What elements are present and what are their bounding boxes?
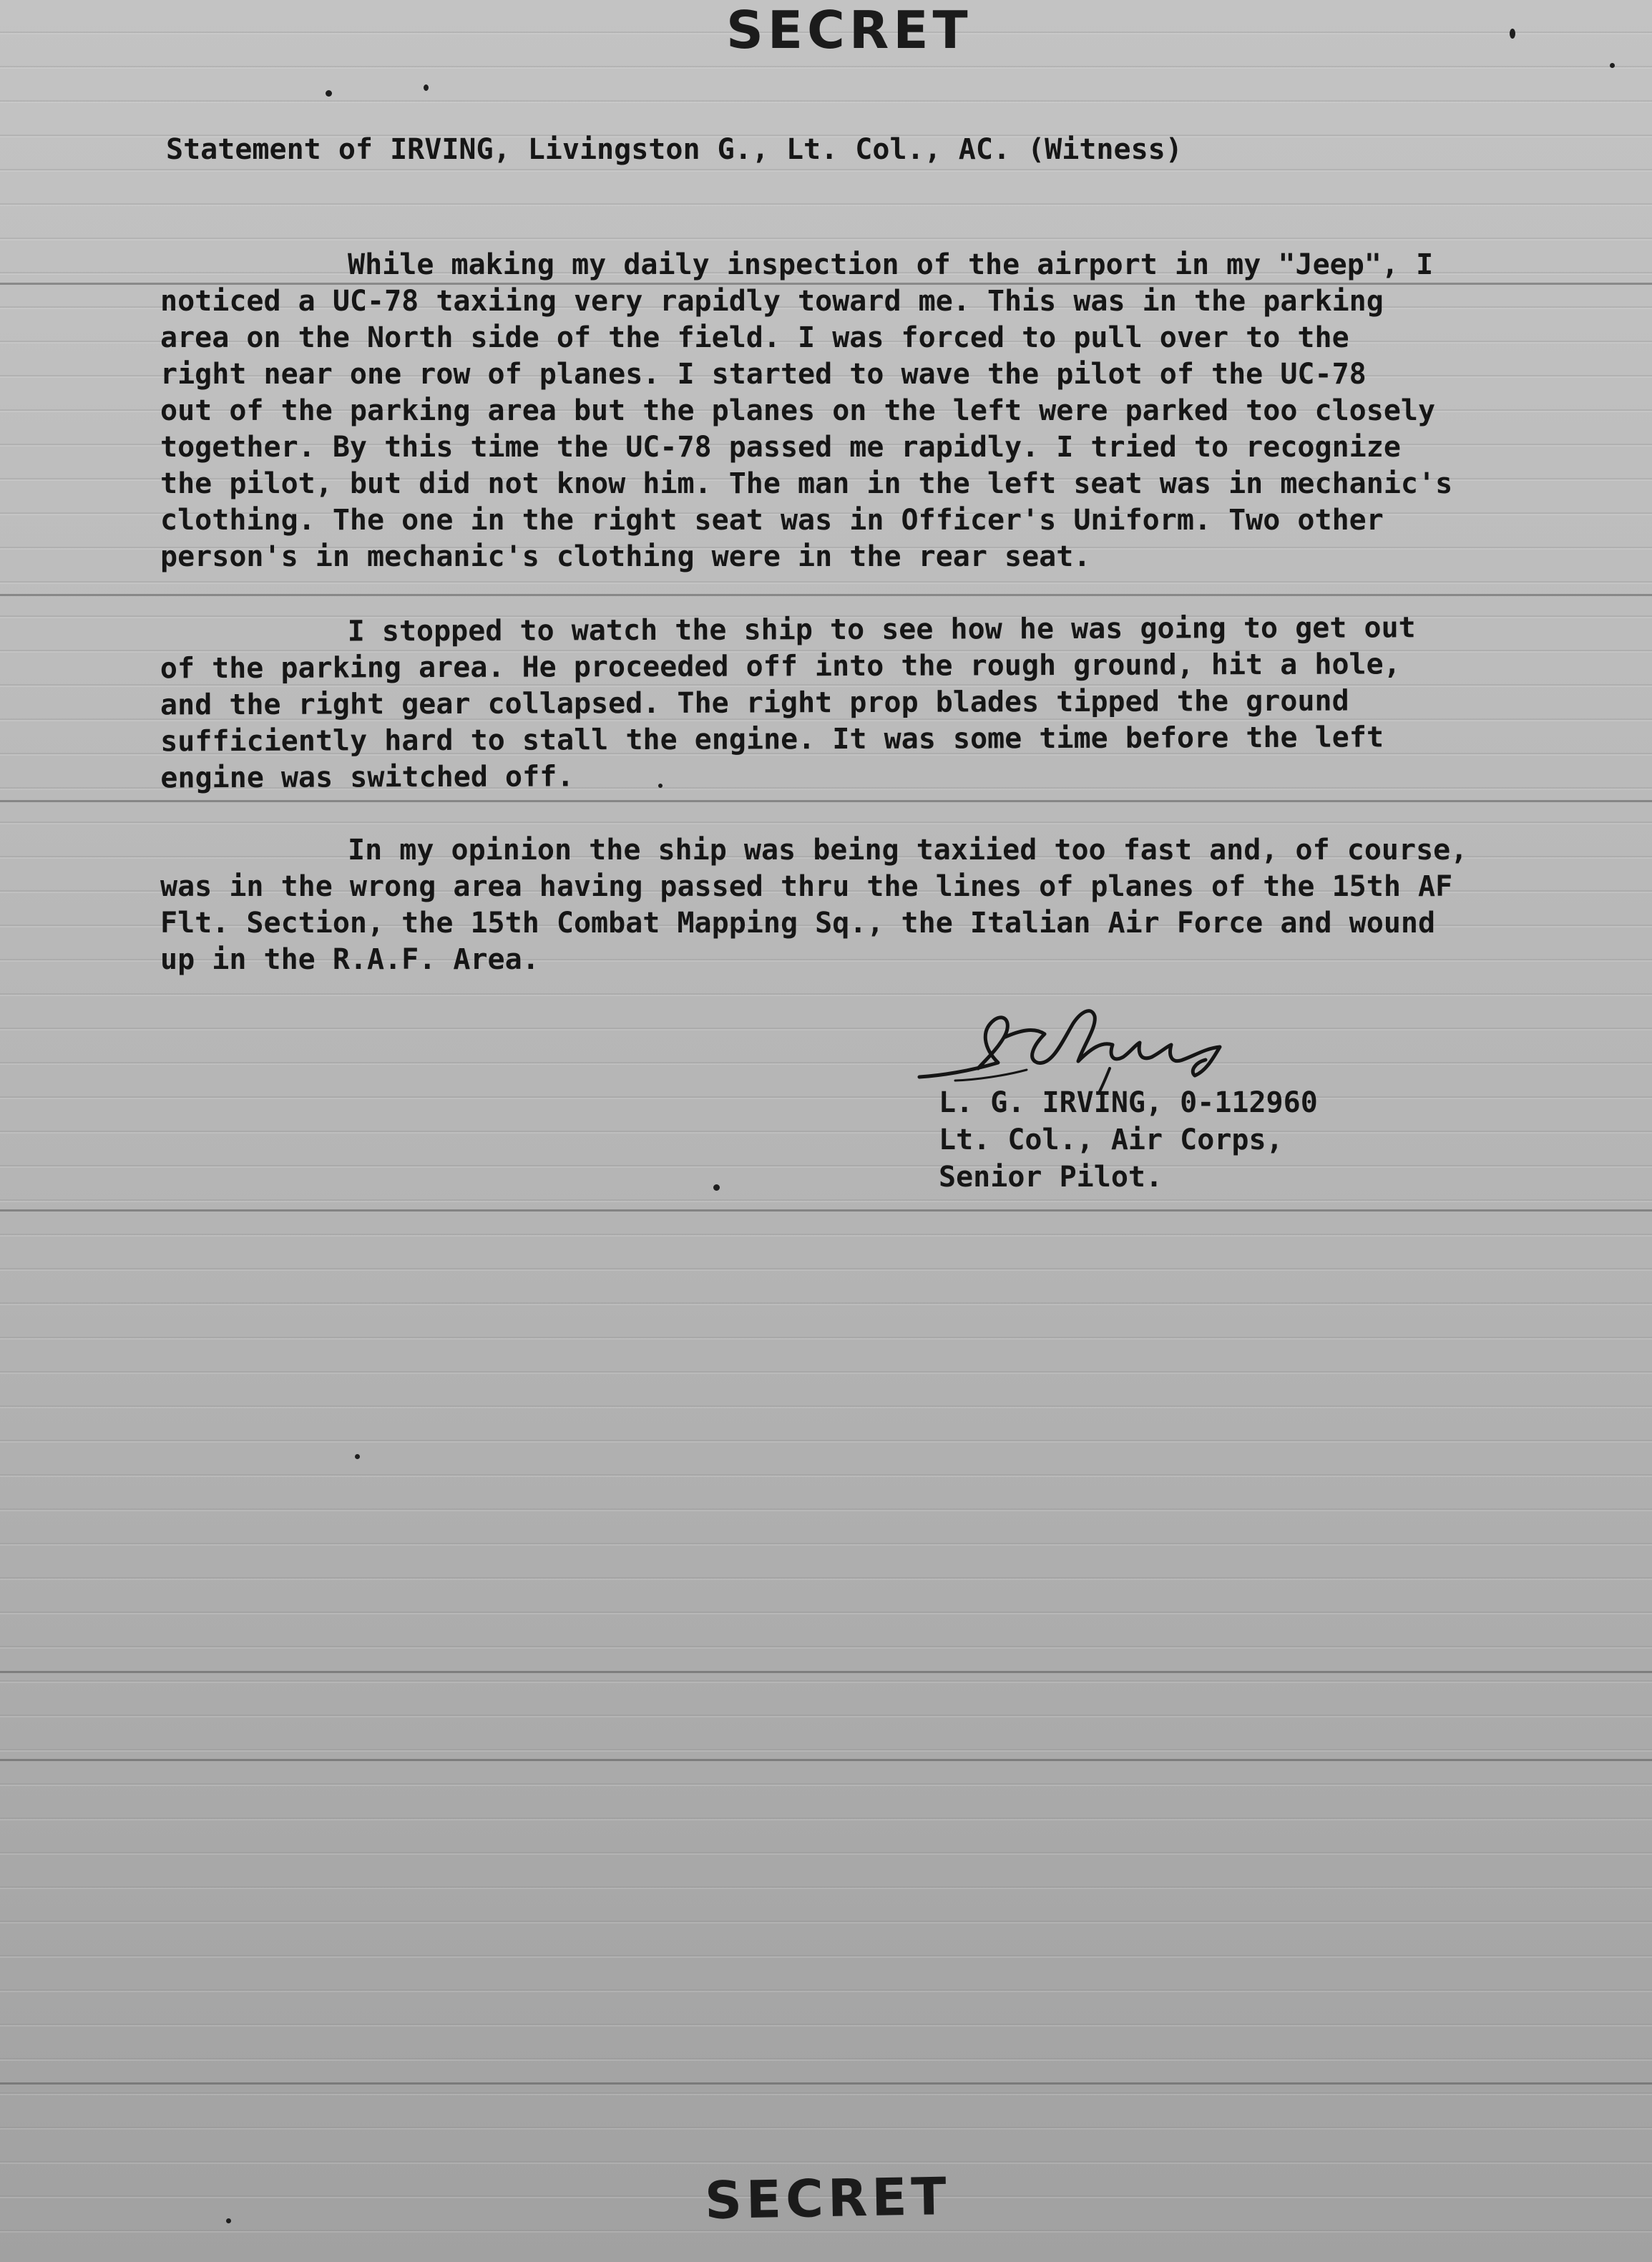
text-line: I stopped to watch the ship to see how he was going to get out <box>347 611 1416 648</box>
text-line: In my opinion the ship was being taxiied too fast and, of course, <box>348 834 1468 867</box>
scan-line <box>0 2082 1652 2085</box>
signatory-name: L. G. IRVING, 0-112960 <box>939 1086 1318 1119</box>
text-line: engine was switched off. <box>160 760 575 795</box>
ink-speck <box>226 2218 231 2223</box>
signature-block <box>939 1084 1318 1196</box>
text-line: right near one row of planes. I started to wave the pilot of the UC-78 <box>160 358 1367 391</box>
ink-speck <box>355 1454 360 1459</box>
text-line: person's in mechanic's clothing were in the rear seat. <box>160 540 1091 573</box>
scan-line <box>0 1759 1652 1761</box>
scan-line <box>0 1209 1652 1212</box>
paragraph-2 <box>160 610 1556 797</box>
scan-line <box>0 594 1652 596</box>
statement-heading: Statement of IRVING, Livingston G., Lt. Col., AC. (Witness) <box>166 133 1183 166</box>
signatory-title: Senior Pilot. <box>939 1161 1163 1194</box>
ink-speck <box>713 1184 720 1191</box>
classification-marking-bottom: SECRET <box>704 2166 952 2231</box>
text-line: together. By this time the UC-78 passed me rapidly. I tried to recognize <box>160 431 1401 464</box>
ink-speck <box>1510 29 1515 39</box>
ink-speck <box>1610 63 1615 68</box>
text-line: out of the parking area but the planes on the left were parked too closely <box>160 394 1436 427</box>
ink-speck <box>424 84 429 91</box>
handwritten-signature <box>912 991 1256 1098</box>
scan-line <box>0 800 1652 802</box>
paragraph-3 <box>160 832 1555 978</box>
classification-marking-top: SECRET <box>726 0 972 60</box>
text-line: sufficiently hard to stall the engine. It was some time before the left <box>160 721 1384 759</box>
text-line: Flt. Section, the 15th Combat Mapping Sq., the Italian Air Force and wound <box>160 907 1436 940</box>
ink-speck <box>326 90 332 97</box>
paragraph-1 <box>160 247 1555 575</box>
scan-line <box>0 1671 1652 1673</box>
signatory-rank: Lt. Col., Air Corps, <box>939 1123 1284 1156</box>
text-line: the pilot, but did not know him. The man in the left seat was in mechanic's <box>160 467 1453 500</box>
text-line: was in the wrong area having passed thru the lines of planes of the 15th AF <box>160 870 1453 903</box>
text-line: clothing. The one in the right seat was in Officer's Uniform. Two other <box>160 504 1384 537</box>
text-line: While making my daily inspection of the airport in my "Jeep", I <box>348 248 1434 281</box>
text-line: noticed a UC-78 taxiing very rapidly toward me. This was in the parking <box>160 285 1384 318</box>
text-line: area on the North side of the field. I was forced to pull over to the <box>160 321 1349 354</box>
text-line: of the parking area. He proceeded off into the rough ground, hit a hole, <box>160 648 1401 686</box>
text-line: and the right gear collapsed. The right prop blades tipped the ground <box>160 684 1349 722</box>
text-line: up in the R.A.F. Area. <box>160 943 539 976</box>
